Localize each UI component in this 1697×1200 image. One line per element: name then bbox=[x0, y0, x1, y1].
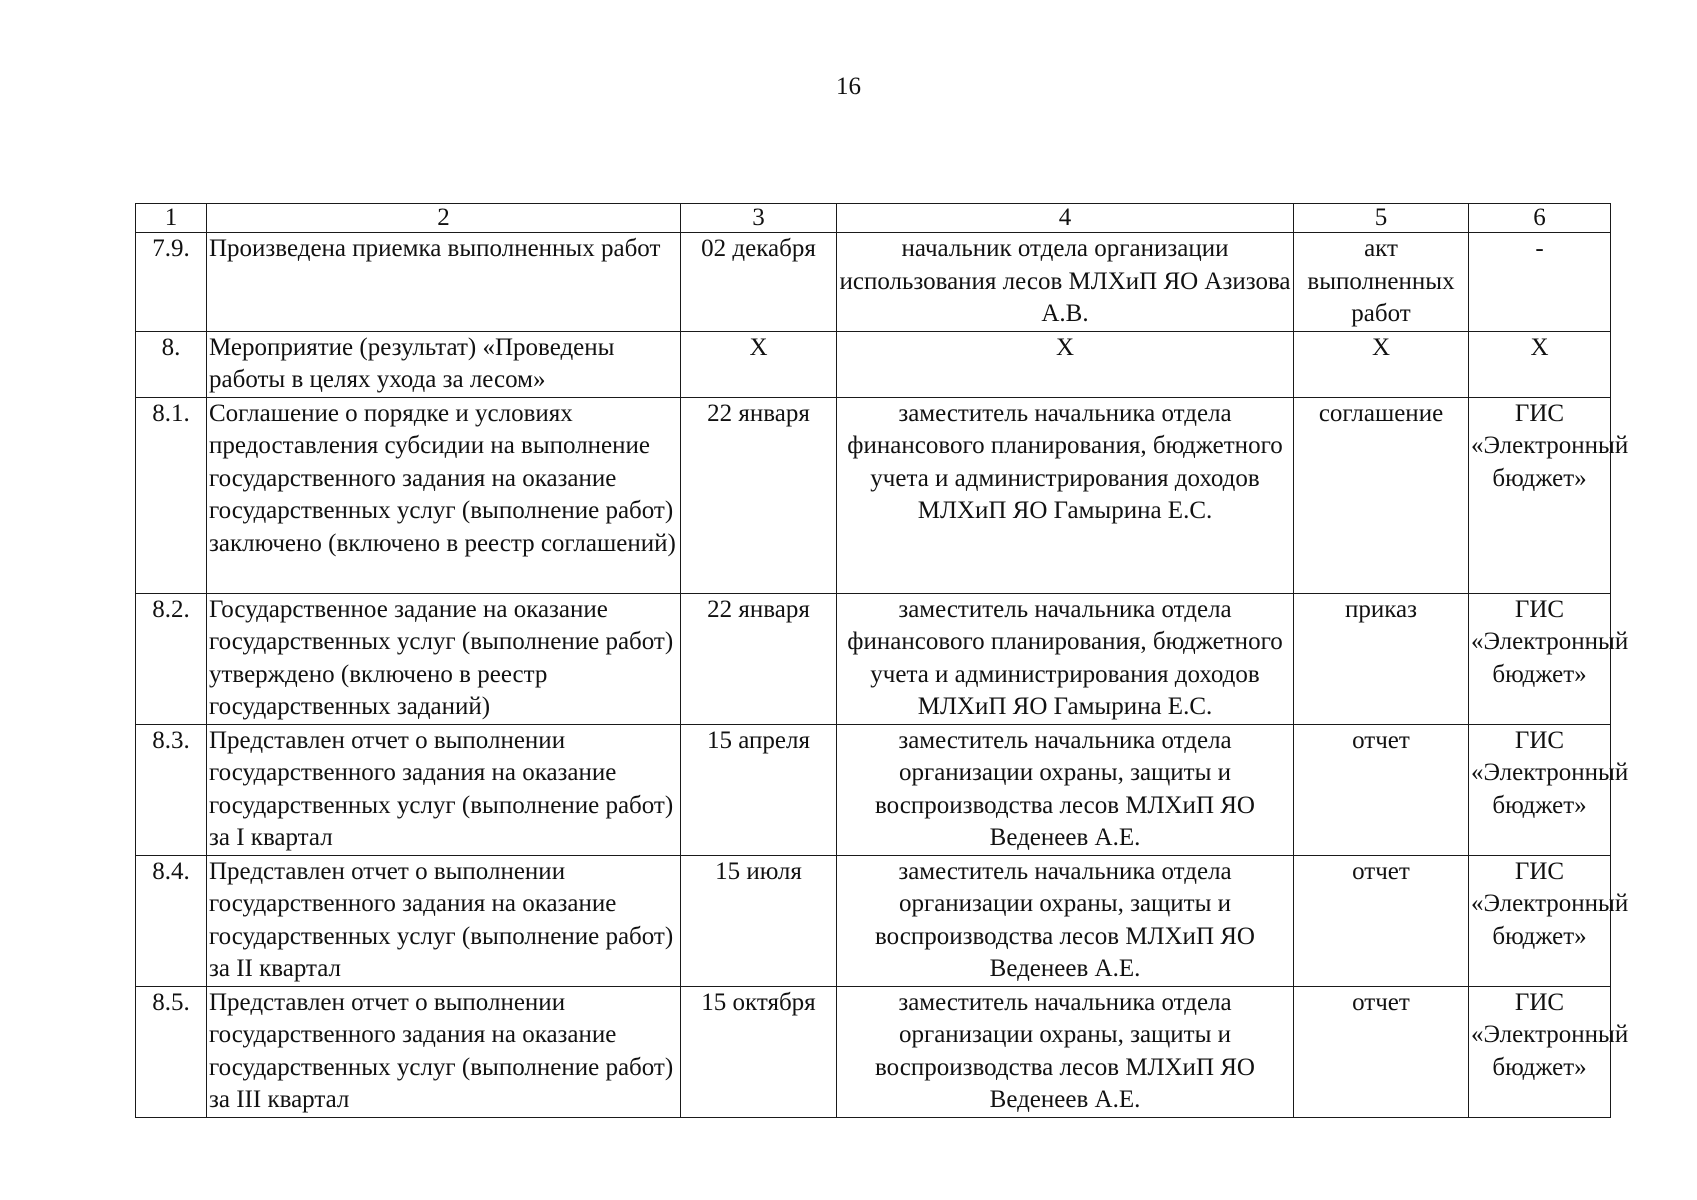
table-row bbox=[136, 233, 1611, 332]
event-date: 15 октября bbox=[681, 986, 837, 1117]
table-row bbox=[136, 986, 1611, 1117]
row-number: 8.3. bbox=[136, 724, 207, 855]
responsible-person: X bbox=[837, 331, 1294, 397]
document-type: отчет bbox=[1294, 986, 1469, 1117]
information-system: X bbox=[1469, 331, 1611, 397]
responsible-person: заместитель начальника отдела организации охраны, защиты и воспроизводства лесов МЛХиП ЯО Веденеев А.Е. bbox=[837, 724, 1294, 855]
column-header: 1 bbox=[136, 204, 207, 233]
event-name: Представлен отчет о выполнении государственного задания на оказание государственных услуг (выполнение работ) за II квартал bbox=[207, 855, 681, 986]
responsible-person: заместитель начальника отдела финансового планирования, бюджетного учета и администрирования доходов МЛХиП ЯО Гамырина Е.С. bbox=[837, 397, 1294, 593]
table-row bbox=[136, 855, 1611, 986]
row-number: 7.9. bbox=[136, 233, 207, 332]
responsible-person: заместитель начальника отдела финансового планирования, бюджетного учета и администрирования доходов МЛХиП ЯО Гамырина Е.С. bbox=[837, 593, 1294, 724]
information-system: - bbox=[1469, 233, 1611, 332]
information-system: ГИС «Электронный бюджет» bbox=[1469, 724, 1611, 855]
document-type: приказ bbox=[1294, 593, 1469, 724]
document-type: соглашение bbox=[1294, 397, 1469, 593]
event-name: Государственное задание на оказание государственных услуг (выполнение работ) утверждено (включено в реестр государственных заданий) bbox=[207, 593, 681, 724]
event-name: Представлен отчет о выполнении государственного задания на оказание государственных услуг (выполнение работ) за I квартал bbox=[207, 724, 681, 855]
document-type: отчет bbox=[1294, 724, 1469, 855]
column-header: 5 bbox=[1294, 204, 1469, 233]
information-system: ГИС «Электронный бюджет» bbox=[1469, 986, 1611, 1117]
event-date: 02 декабря bbox=[681, 233, 837, 332]
event-name: Представлен отчет о выполнении государственного задания на оказание государственных услуг (выполнение работ) за III квартал bbox=[207, 986, 681, 1117]
event-name: Мероприятие (результат) «Проведены работы в целях ухода за лесом» bbox=[207, 331, 681, 397]
column-header: 2 bbox=[207, 204, 681, 233]
row-number: 8. bbox=[136, 331, 207, 397]
event-date: 15 апреля bbox=[681, 724, 837, 855]
information-system: ГИС «Электронный бюджет» bbox=[1469, 397, 1611, 593]
responsible-person: заместитель начальника отдела организации охраны, защиты и воспроизводства лесов МЛХиП ЯО Веденеев А.Е. bbox=[837, 855, 1294, 986]
document-type: акт выполненных работ bbox=[1294, 233, 1469, 332]
responsible-person: начальник отдела организации использования лесов МЛХиП ЯО Азизова А.В. bbox=[837, 233, 1294, 332]
schedule-table bbox=[135, 203, 1629, 1118]
row-number: 8.4. bbox=[136, 855, 207, 986]
information-system: ГИС «Электронный бюджет» bbox=[1469, 593, 1611, 724]
information-system: ГИС «Электронный бюджет» bbox=[1469, 855, 1611, 986]
document-type: отчет bbox=[1294, 855, 1469, 986]
row-number: 8.2. bbox=[136, 593, 207, 724]
column-header: 3 bbox=[681, 204, 837, 233]
table-row bbox=[136, 331, 1611, 397]
table-row bbox=[136, 593, 1611, 724]
page-number: 16 bbox=[836, 73, 861, 100]
column-header: 6 bbox=[1469, 204, 1611, 233]
responsible-person: заместитель начальника отдела организации охраны, защиты и воспроизводства лесов МЛХиП ЯО Веденеев А.Е. bbox=[837, 986, 1294, 1117]
event-date: 22 января bbox=[681, 593, 837, 724]
table-header-row bbox=[136, 204, 1611, 233]
row-number: 8.5. bbox=[136, 986, 207, 1117]
event-date: X bbox=[681, 331, 837, 397]
table-row bbox=[136, 724, 1611, 855]
event-name: Произведена приемка выполненных работ bbox=[207, 233, 681, 332]
column-header: 4 bbox=[837, 204, 1294, 233]
document-type: X bbox=[1294, 331, 1469, 397]
event-date: 22 января bbox=[681, 397, 837, 593]
table-row bbox=[136, 397, 1611, 593]
row-number: 8.1. bbox=[136, 397, 207, 593]
event-date: 15 июля bbox=[681, 855, 837, 986]
event-name: Соглашение о порядке и условиях предоставления субсидии на выполнение государственного задания на оказание государственных услуг (выполнение работ) заключено (включено в реестр соглашений) bbox=[207, 397, 681, 593]
